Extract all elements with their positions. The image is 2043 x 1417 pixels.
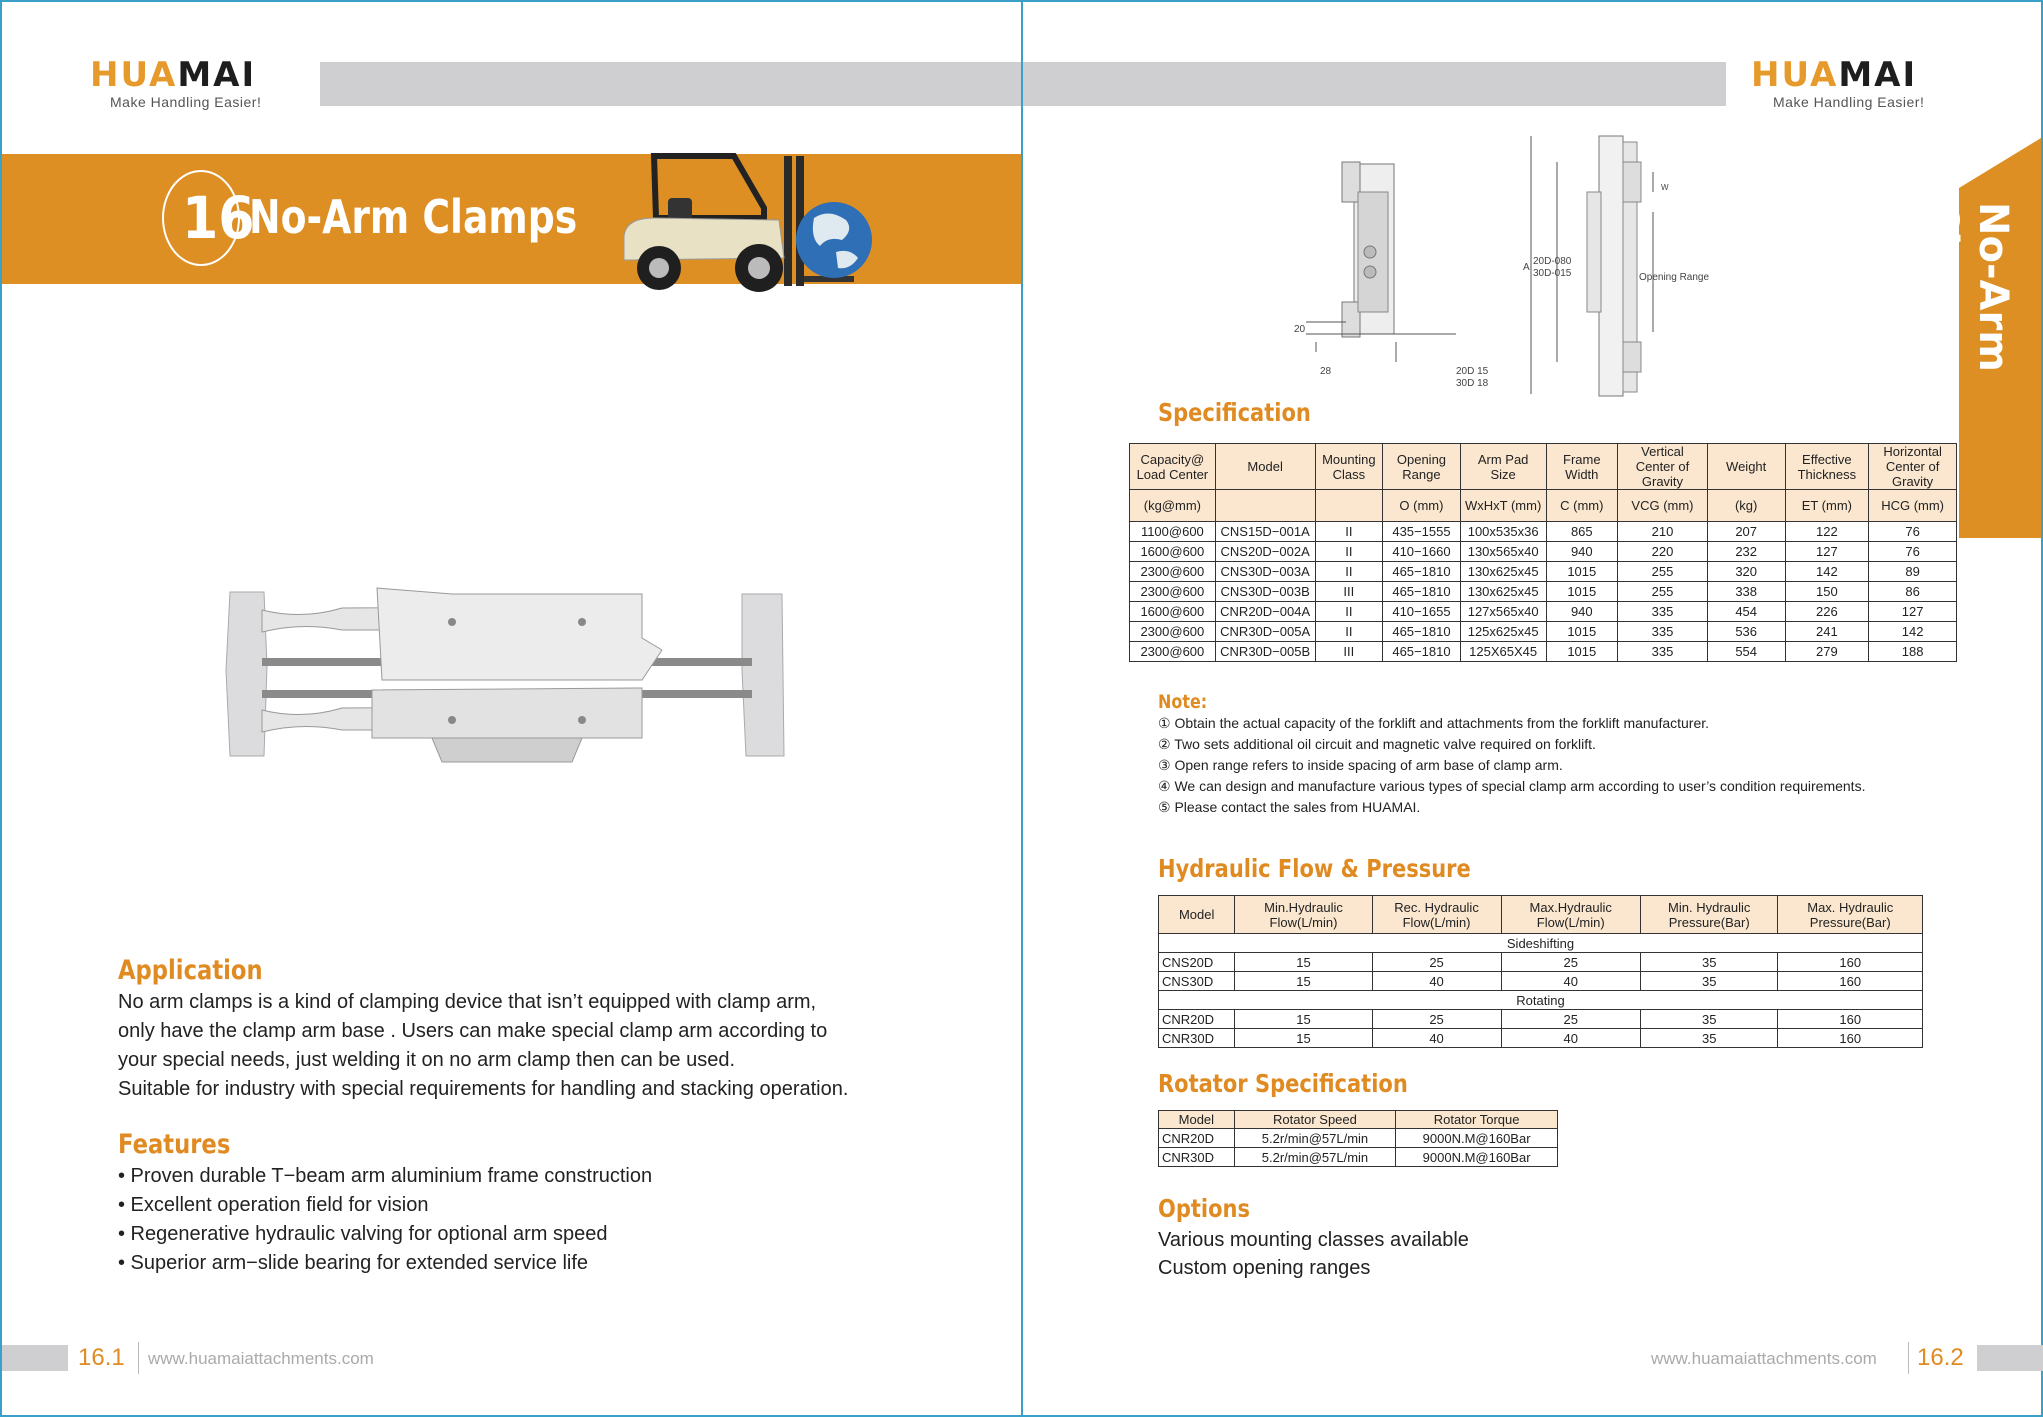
table-row: CNR30D 5.2r/min@57L/min 9000N.M@160Bar (1159, 1148, 1558, 1167)
features-heading: Features (118, 1129, 231, 1160)
table-row: 2300@600 CNR30D−005A II 465−1810 125x625x45 1015 335 536 241 142 (1130, 622, 1957, 642)
header-grey-bar (320, 62, 1023, 106)
side-tab-label: No-Arm Clamps (1920, 202, 2016, 372)
hydraulic-table: Model Min.Hydraulic Flow(L/min) Rec. Hydraulic Flow(L/min) Max.Hydraulic Flow(L/min) Min. Hydraulic Pressure(Bar) Max. Hydraulic Pressure(Bar) Sideshifting CNS20D 15 25 25 35 160 CNS30D 15 40 40 35 160 Rotating CNR20D 15 25 25 35 160 CNR30D 15 40 40 35 160 (1158, 895, 1923, 1048)
footer-url-left[interactable]: www.huamaiattachments.com (148, 1349, 374, 1368)
svg-text:A: A (1523, 262, 1530, 273)
features-list (118, 1162, 998, 1278)
list-item: • Superior arm−slide bearing for extended service life (118, 1252, 589, 1274)
list-item: ③ Open range refers to inside spacing of arm base of clamp arm. (1158, 757, 1563, 773)
header-grey-bar-right (1023, 62, 1726, 106)
application-heading: Application (118, 955, 263, 986)
application-text: No arm clamps is a kind of clamping device that isn’t equipped with clamp arm, only have the clamp arm base . Users can make special clamp arm according to your special needs, just welding it on no arm clamp then can be used. Suitable for industry with special requirements for handling and stacking operation. (118, 991, 849, 1100)
svg-text:28: 28 (1320, 366, 1332, 377)
list-item: ① Obtain the actual capacity of the forklift and attachments from the forklift manufacturer. (1158, 715, 1710, 731)
svg-text:20D-080: 20D-080 (1533, 256, 1572, 267)
page-number-left: 16.1 (78, 1344, 125, 1371)
page-number-right: 16.2 (1917, 1344, 1964, 1371)
logo-right: HUAMAI Make Handling Easier! (1751, 55, 1925, 110)
rotator-heading: Rotator Specification (1158, 1069, 1408, 1098)
front-view-drawing (1523, 132, 1743, 402)
table-row: CNR20D 5.2r/min@57L/min 9000N.M@160Bar (1159, 1129, 1558, 1148)
options-list (1158, 1226, 1758, 1282)
list-item: ② Two sets additional oil circuit and magnetic valve required on forklift. (1158, 736, 1596, 752)
note-list (1158, 713, 2018, 818)
svg-text:Opening Range: Opening Range (1639, 272, 1710, 283)
table-row: CNS20D 15 25 25 35 160 (1159, 953, 1923, 972)
table-row: CNR20D 15 25 25 35 160 (1159, 1010, 1923, 1029)
forklift-illustration (614, 148, 884, 308)
side-view-drawing (1286, 152, 1506, 402)
footer-grey-block (2, 1345, 68, 1371)
table-row: CNR30D 15 40 40 35 160 (1159, 1029, 1923, 1048)
footer-grey-block-right (1977, 1345, 2043, 1371)
table-row: 2300@600 CNS30D−003A II 465−1810 130x625x45 1015 255 320 142 89 (1130, 562, 1957, 582)
logo-tagline: Make Handling Easier! (110, 94, 262, 110)
svg-text:W: W (1661, 183, 1669, 192)
list-item: • Excellent operation field for vision (118, 1194, 429, 1216)
footer-divider (138, 1342, 139, 1374)
list-item: Custom opening ranges (1158, 1257, 1371, 1279)
svg-text:30D-015: 30D-015 (1533, 268, 1572, 279)
table-row: 1600@600 CNS20D−002A II 410−1660 130x565x40 940 220 232 127 76 (1130, 542, 1957, 562)
table-row: 1100@600 CNS15D−001A II 435−1555 100x535x36 865 210 207 122 76 (1130, 522, 1957, 542)
rotator-table: Model Rotator Speed Rotator Torque CNR20D 5.2r/min@57L/min 9000N.M@160Bar CNR30D 5.2r/min@57L/min 9000N.M@160Bar (1158, 1110, 1558, 1167)
list-item: • Regenerative hydraulic valving for optional arm speed (118, 1223, 608, 1245)
chapter-title: No-Arm Clamps (249, 190, 578, 244)
footer-divider-right (1908, 1342, 1909, 1374)
table-row: 2300@600 CNS30D−003B III 465−1810 130x625x45 1015 255 338 150 86 (1130, 582, 1957, 602)
list-item: • Proven durable T−beam arm aluminium frame construction (118, 1165, 653, 1187)
footer-url-right[interactable]: www.huamaiattachments.com (1651, 1349, 1877, 1368)
list-item: ⑤ Please contact the sales from HUAMAI. (1158, 799, 1421, 815)
hydraulic-heading: Hydraulic Flow & Pressure (1158, 854, 1471, 883)
options-heading: Options (1158, 1194, 1251, 1223)
list-item: ④ We can design and manufacture various types of special clamp arm according to user’s condition requirements. (1158, 778, 1866, 794)
table-row: CNS30D 15 40 40 35 160 (1159, 972, 1923, 991)
chapter-number: 16 (182, 184, 255, 252)
specification-table: Capacity@ Load Center Model Mounting Class Opening Range Arm Pad Size Frame Width Vertical Center of Gravity Weight Effective Thickness Horizontal Center of Gravity (kg@mm) O (mm) WxHxT (mm) C (mm) VCG (mm) (kg) ET (mm) HCG (mm) 1100@600 CNS15D−001A II 435−1555 100x535x36 865 210 207 122 76 1600@600 CNS20D−002A II 410−1660 130x565x40 940 220 232 127 76 2300@600 CNS30D−003A II 465−1810 130x625x45 1015 255 320 142 89 2300@600 CNS30D−003B III 465−1810 130x625x45 1015 255 338 150 86 1600@600 CNR20D−004A II 410−1655 127x565x40 940 335 454 226 127 2300@600 CNR30D−005A II 465−1810 125x625x45 1015 335 536 241 142 2300@600 CNR30D−005B III 465−1810 125X65X45 1015 335 554 279 188 (1129, 443, 1957, 662)
specification-heading: Specification (1158, 398, 1311, 427)
right-page (1021, 0, 2043, 1417)
note-heading: Note: (1158, 691, 1208, 713)
svg-text:30D 18: 30D 18 (1456, 378, 1489, 389)
svg-text:20D 15: 20D 15 (1456, 366, 1489, 377)
logo: HUAMAI Make Handling Easier! (90, 58, 300, 110)
svg-text:20: 20 (1294, 324, 1306, 335)
table-row: 2300@600 CNR30D−005B III 465−1810 125X65X45 1015 335 554 279 188 (1130, 642, 1957, 662)
no-arm-clamp-product-image (222, 570, 792, 770)
table-row: 1600@600 CNR20D−004A II 410−1655 127x565x40 940 335 454 226 127 (1130, 602, 1957, 622)
list-item: Various mounting classes available (1158, 1229, 1469, 1251)
left-page (0, 0, 1021, 1417)
